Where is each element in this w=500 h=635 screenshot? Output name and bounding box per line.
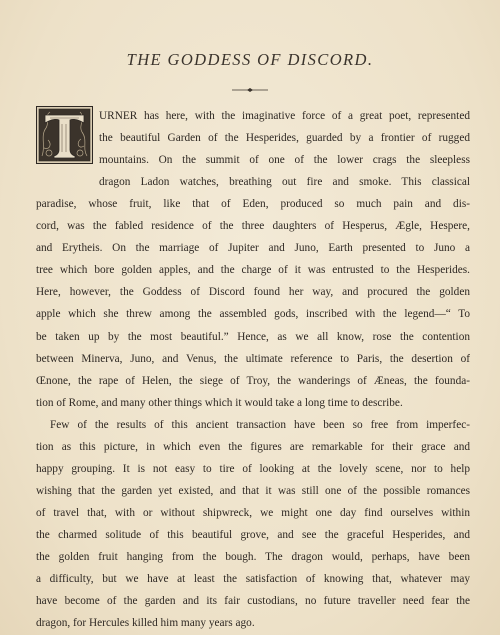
text-line: tion as this picture, in which even the figures are remarkable for their grace and bbox=[36, 440, 470, 453]
text-line: dragon, for Hercules killed him many years ago. bbox=[36, 617, 255, 630]
text-line: the golden fruit hanging from the bough. The dragon would, perhaps, have been bbox=[36, 551, 470, 563]
text-line: a difficulty, but we have at least the satisfaction of knowing that, whatever may bbox=[36, 573, 470, 586]
text-line: the beautiful Garden of the Hesperides, guarded by a frontier of rugged bbox=[99, 132, 470, 145]
text-line: be taken up by the most beautiful.” Hence, as we all know, rose the contention bbox=[36, 330, 470, 343]
text-line: between Minerva, Juno, and Venus, the ultimate reference to Paris, the desertion of bbox=[36, 352, 470, 365]
text-line: wishing that the garden yet existed, and that it was still one of the possible romances bbox=[36, 484, 470, 497]
text-line: of travel that, with or without shipwreck, we might one day find ourselves within bbox=[36, 506, 470, 519]
page-title: THE GODDESS OF DISCORD. bbox=[126, 50, 374, 69]
title-ornament-icon bbox=[232, 88, 268, 92]
drop-cap-initial bbox=[36, 106, 93, 164]
text-line: apple which she threw among the assembled gods, inscribed with the legend—“ To bbox=[36, 308, 470, 321]
text-line: cord, was the fabled residence of the three daughters of Hesperus, Ægle, Hespere, bbox=[36, 220, 470, 233]
text-line: dragon Ladon watches, breathing out fire and smoke. This classical bbox=[99, 176, 470, 189]
text-line: the charmed solitude of this beautiful grove, and see the graceful Hesperides, and bbox=[36, 528, 470, 541]
text-line: mountains. On the summit of one of the lower crags the sleepless bbox=[99, 154, 470, 167]
text-line: Œnone, the rape of Helen, the siege of Troy, the wanderings of Æneas, the founda- bbox=[36, 374, 470, 387]
text-line: tion of Rome, and many other things which it would take a long time to describe. bbox=[36, 396, 403, 409]
text-line: URNER has here, with the imaginative force of a great poet, represented bbox=[99, 110, 470, 122]
text-line: have become of the garden and its fair custodians, no future traveller need fear the bbox=[36, 595, 470, 608]
text-line: paradise, whose fruit, like that of Eden, produced so much pain and dis- bbox=[36, 198, 470, 211]
text-line: happy grouping. It is not easy to tire of looking at the lovely scene, nor to help bbox=[36, 462, 470, 475]
text-line: Few of the results of this ancient transaction have been so free from imperfec- bbox=[50, 418, 470, 431]
text-line: Here, however, the Goddess of Discord found her way, and procured the golden bbox=[36, 286, 470, 299]
text-line: tree which bore golden apples, and the charge of it was entrusted to the Hesperides. bbox=[36, 264, 470, 277]
text-line: and Erytheis. On the marriage of Jupiter and Juno, Earth presented to Juno a bbox=[36, 242, 470, 255]
